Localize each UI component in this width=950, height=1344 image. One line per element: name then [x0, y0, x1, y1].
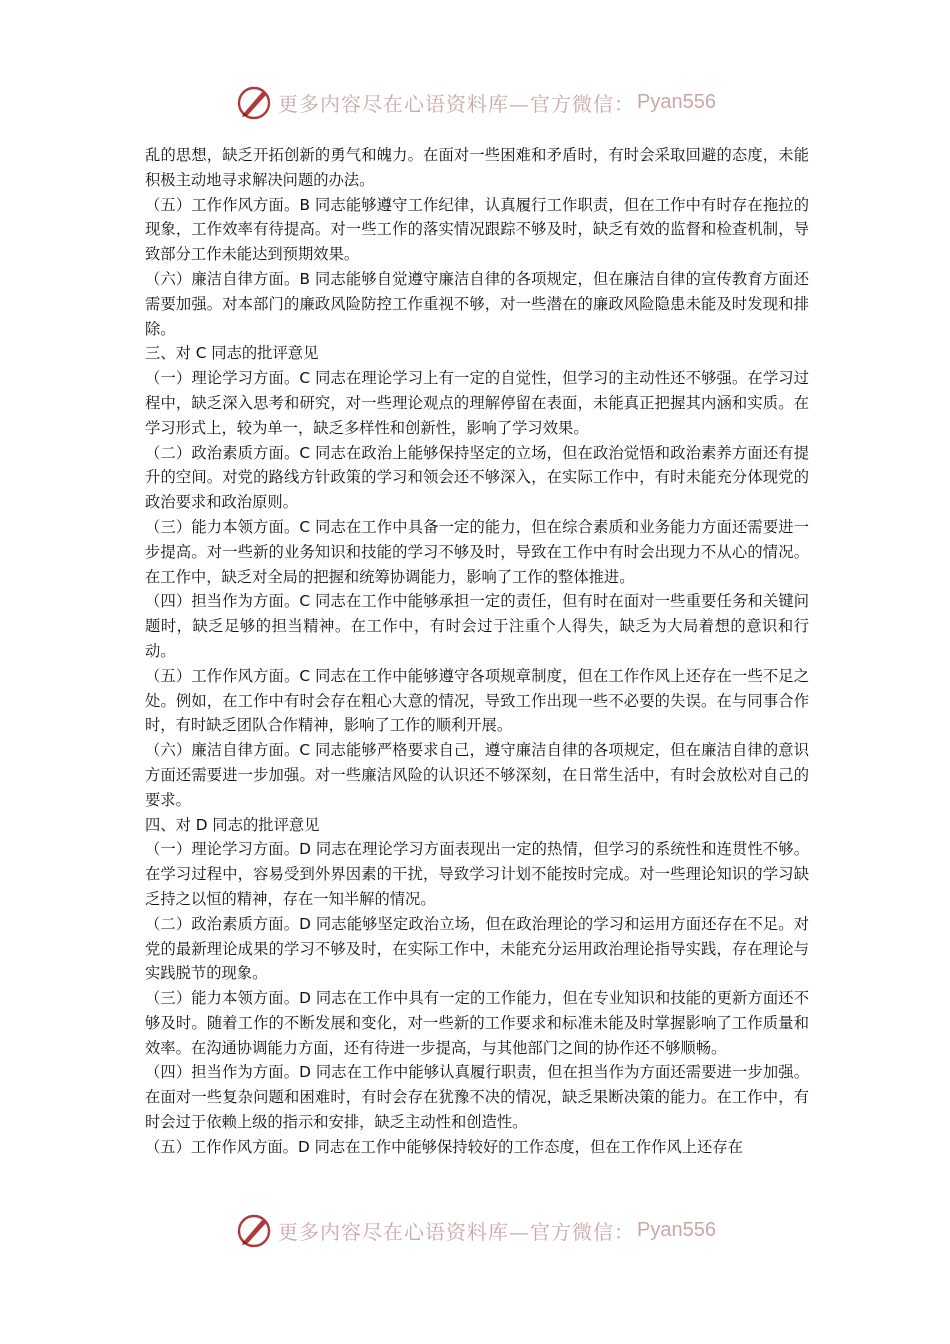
document-body [145, 143, 809, 1160]
paragraph: （五）工作作风方面。C 同志在工作中能够遵守各项规章制度，但在工作作风上还存在一些不足之处。例如，在工作中有时会存在粗心大意的情况，导致工作出现一些不必要的失误。在与同事合作时，有时缺乏团队合作精神，影响了工作的顺利开展。 [145, 666, 809, 735]
paragraph: （一）理论学习方面。D 同志在理论学习方面表现出一定的热情，但学习的系统性和连贯性不够。在学习过程中，容易受到外界因素的干扰，导致学习计划不能按时完成。对一些理论知识的学习缺乏持之以恒的精神，存在一知半解的情况。 [145, 840, 809, 908]
section-heading: 四、对 D 同志的批评意见 [145, 815, 320, 834]
section-heading: 三、对 C 同志的批评意见 [145, 344, 319, 363]
paragraph: （四）担当作为方面。C 同志在工作中能够承担一定的责任，但有时在面对一些重要任务和关键问题时，缺乏足够的担当精神。在工作中，有时会过于注重个人得失，缺乏为大局着想的意识和行动。 [145, 592, 809, 660]
paragraph: （二）政治素质方面。C 同志在政治上能够保持坚定的立场，但在政治觉悟和政治素养方面还有提升的空间。对党的路线方针政策的学习和领会还不够深入，在实际工作中，有时未能充分体现党的政治要求和政治原则。 [145, 443, 809, 512]
paragraph: （五）工作作风方面。B 同志能够遵守工作纪律，认真履行工作职责，但在工作中有时存在拖拉的现象，工作效率有待提高。对一些工作的落实情况跟踪不够及时，缺乏有效的监督和检查机制，导致部分工作未能达到预期效果。 [145, 195, 809, 264]
watermark-wechat-id: Pyan556 [637, 90, 716, 113]
paragraph: （三）能力本领方面。D 同志在工作中具有一定的工作能力，但在专业知识和技能的更新方面还不够及时。随着工作的不断发展和变化，对一些新的工作要求和标准未能及时掌握影响了工作质量和效率。在沟通协调能力方面，还有待进一步提高，与其他部门之间的协作还不够顺畅。 [145, 989, 809, 1057]
watermark-text: 更多内容尽在心语资料库—官方微信： [278, 1219, 636, 1244]
paragraph: （三）能力本领方面。C 同志在工作中具备一定的能力，但在综合素质和业务能力方面还需要进一步提高。对一些新的业务知识和技能的学习不够及时，导致在工作中有时会出现力不从心的情况。在工作中，缺乏对全局的把握和统筹协调能力，影响了工作的整体推进。 [145, 517, 809, 586]
watermark-wechat-id: Pyan556 [637, 1218, 716, 1241]
watermark-footer [0, 1210, 950, 1250]
watermark-header [0, 82, 950, 122]
paragraph: （一）理论学习方面。C 同志在理论学习上有一定的自觉性，但学习的主动性还不够强。在学习过程中，缺乏深入思考和研究，对一些理论观点的理解停留在表面，未能真正把握其内涵和实质。在学习形式上，较为单一，缺乏多样性和创新性，影响了学习效果。 [145, 369, 809, 437]
pen-circle-logo-icon [234, 1210, 274, 1250]
watermark-text: 更多内容尽在心语资料库—官方微信： [278, 91, 636, 116]
paragraph: （五）工作作风方面。D 同志在工作中能够保持较好的工作态度，但在工作作风上还存在 [145, 1137, 743, 1156]
paragraph: （六）廉洁自律方面。B 同志能够自觉遵守廉洁自律的各项规定，但在廉洁自律的宣传教育方面还需要加强。对本部门的廉政风险防控工作重视不够，对一些潜在的廉政风险隐患未能及时发现和排除。 [145, 269, 809, 338]
paragraph: 乱的思想，缺乏开拓创新的勇气和魄力。在面对一些困难和矛盾时，有时会采取回避的态度，未能积极主动地寻求解决问题的办法。 [145, 146, 809, 189]
paragraph: （二）政治素质方面。D 同志能够坚定政治立场，但在政治理论的学习和运用方面还存在不足。对党的最新理论成果的学习不够及时，在实际工作中，未能充分运用政治理论指导实践，存在理论与实践脱节的现象。 [145, 914, 809, 983]
paragraph: （四）担当作为方面。D 同志在工作中能够认真履行职责，但在担当作为方面还需要进一步加强。在面对一些复杂问题和困难时，有时会存在犹豫不决的情况，缺乏果断决策的能力。在工作中，有时会过于依赖上级的指示和安排，缺乏主动性和创造性。 [145, 1063, 809, 1132]
paragraph: （六）廉洁自律方面。C 同志能够严格要求自己，遵守廉洁自律的各项规定，但在廉洁自律的意识方面还需要进一步加强。对一些廉洁风险的认识还不够深刻，在日常生活中，有时会放松对自己的要求。 [145, 741, 809, 809]
pen-circle-logo-icon [234, 82, 274, 122]
